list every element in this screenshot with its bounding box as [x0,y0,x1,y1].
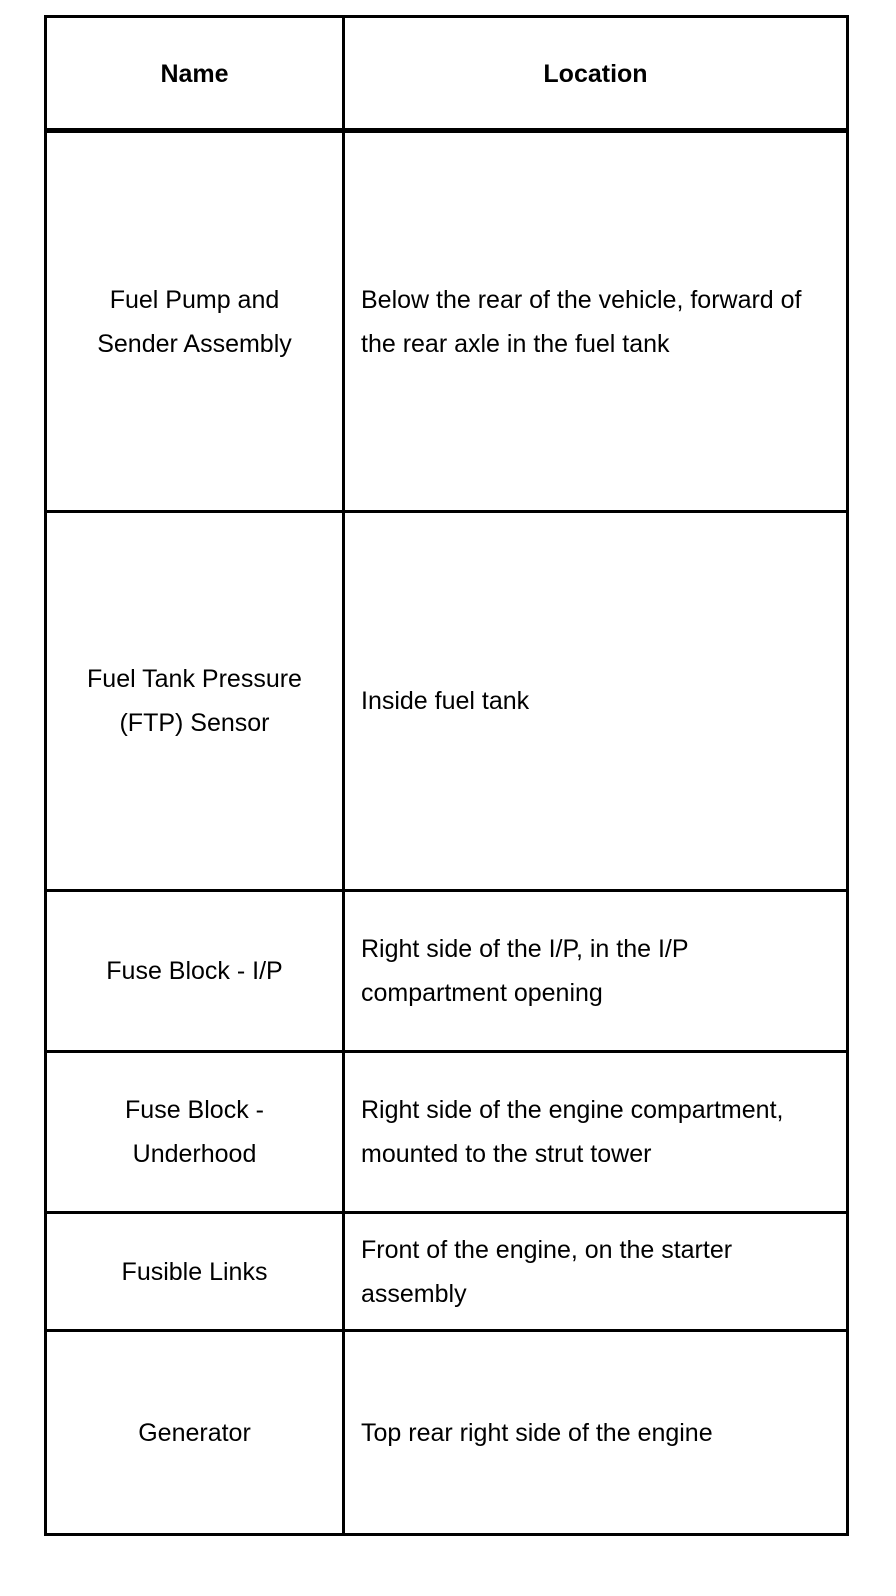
column-header-location: Location [344,17,848,131]
component-name-cell: Fuel Pump and Sender Assembly [46,131,344,512]
component-name-cell: Fuse Block - I/P [46,891,344,1052]
table-row [46,131,848,512]
component-location-cell: Front of the engine, on the starter assembly [344,1213,848,1331]
table-row [46,1213,848,1331]
component-name-cell: Fusible Links [46,1213,344,1331]
component-location-cell: Right side of the I/P, in the I/P compartment opening [344,891,848,1052]
component-name-cell: Fuse Block - Underhood [46,1052,344,1213]
table-row [46,1331,848,1535]
table-row [46,1052,848,1213]
component-name-cell: Fuel Tank Pressure (FTP) Sensor [46,512,344,891]
column-header-name: Name [46,17,344,131]
component-name-cell: Generator [46,1331,344,1535]
table-header-row [46,17,848,131]
table-row [46,512,848,891]
component-location-table-container [44,15,846,1536]
component-location-table [44,15,849,1536]
component-location-cell: Inside fuel tank [344,512,848,891]
table-row [46,891,848,1052]
component-location-cell: Below the rear of the vehicle, forward of the rear axle in the fuel tank [344,131,848,512]
component-location-cell: Right side of the engine compartment, mounted to the strut tower [344,1052,848,1213]
component-location-cell: Top rear right side of the engine [344,1331,848,1535]
